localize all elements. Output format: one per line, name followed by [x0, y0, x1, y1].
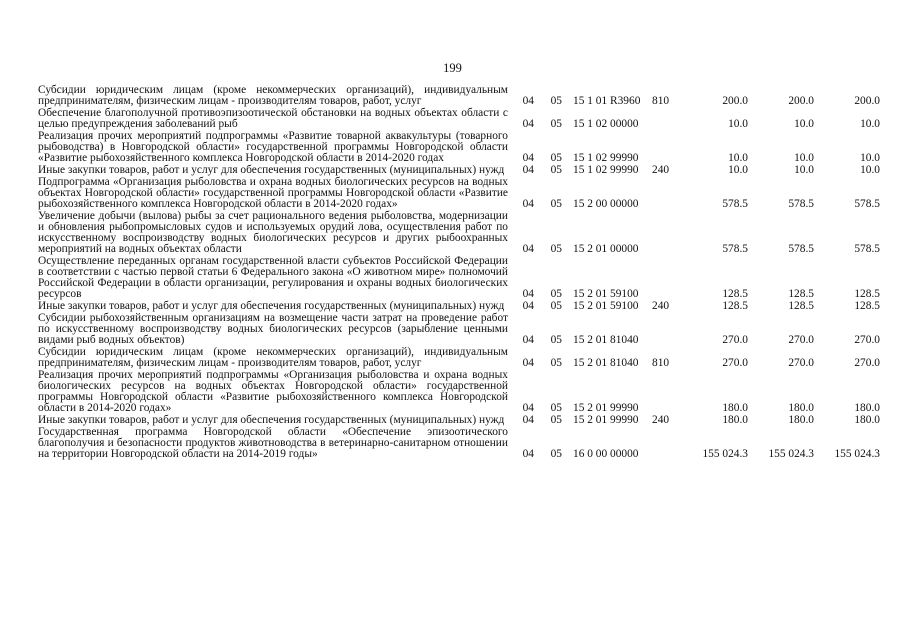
row-description: Осуществление переданных органам государственной власти субъектов Российской Федерации в соответствии с частью первой статьи 6 Федерального закона «О животном мире» полномочий Российской Федерации в области организации, регулирования и охраны водных биологических ресурсов — [38, 255, 508, 300]
row-expense-type-code: 810 — [652, 95, 670, 107]
row-amount-year-1: 128.5 — [722, 288, 748, 300]
row-description: Увеличение добычи (вылова) рыбы за счет рационального ведения рыболовства, модернизации и обновления рыбопромысловых судов и используемых орудий лова, осуществления работ по искусственному воспроизводству водных биологических ресурсов и других рыбоохранных мероприятий на водных объектах области — [38, 210, 508, 255]
row-amount-year-3: 155 024.3 — [834, 448, 880, 460]
table-row — [38, 165, 878, 176]
row-amount-year-2: 200.0 — [788, 95, 814, 107]
row-amount-year-3: 270.0 — [854, 357, 880, 369]
row-expense-type-code: 240 — [652, 300, 670, 312]
row-target-article-code: 15 1 01 R3960 — [573, 95, 641, 107]
row-amount-year-1: 128.5 — [722, 300, 748, 312]
table-row — [38, 85, 878, 107]
row-amount-year-3: 180.0 — [854, 402, 880, 414]
row-section-code: 04 — [522, 198, 534, 210]
row-expense-type-code: 810 — [652, 357, 670, 369]
row-amount-year-3: 578.5 — [854, 243, 880, 255]
row-target-article-code: 15 2 01 00000 — [573, 243, 639, 255]
row-section-code: 04 — [522, 414, 534, 426]
row-amount-year-1: 270.0 — [722, 357, 748, 369]
row-amount-year-1: 200.0 — [722, 95, 748, 107]
row-section-code: 04 — [522, 288, 534, 300]
row-section-code: 04 — [522, 402, 534, 414]
row-target-article-code: 15 2 01 81040 — [573, 334, 639, 346]
row-amount-year-2: 10.0 — [794, 152, 814, 164]
table-row — [38, 370, 878, 414]
row-subsection-code: 05 — [550, 95, 562, 107]
row-amount-year-1: 10.0 — [728, 164, 748, 176]
table-row — [38, 177, 878, 210]
row-amount-year-1: 180.0 — [722, 402, 748, 414]
row-amount-year-1: 578.5 — [722, 198, 748, 210]
table-row — [38, 415, 878, 426]
row-description: Субсидии юридическим лицам (кроме некоммерческих организаций), индивидуальным предпринимателям, физическим лицам - производителям товаров, работ, услуг — [38, 346, 508, 369]
row-section-code: 04 — [522, 448, 534, 460]
row-amount-year-1: 180.0 — [722, 414, 748, 426]
row-section-code: 04 — [522, 300, 534, 312]
row-target-article-code: 15 2 01 81040 — [573, 357, 639, 369]
row-amount-year-2: 180.0 — [788, 402, 814, 414]
table-row — [38, 211, 878, 255]
budget-table — [38, 85, 878, 461]
row-target-article-code: 15 2 01 99990 — [573, 414, 639, 426]
row-expense-type-code: 240 — [652, 164, 670, 176]
row-amount-year-1: 578.5 — [722, 243, 748, 255]
row-section-code: 04 — [522, 152, 534, 164]
table-row — [38, 131, 878, 164]
table-row — [38, 313, 878, 346]
row-subsection-code: 05 — [550, 357, 562, 369]
row-target-article-code: 15 2 01 59100 — [573, 288, 639, 300]
row-subsection-code: 05 — [550, 243, 562, 255]
row-amount-year-2: 155 024.3 — [768, 448, 814, 460]
row-section-code: 04 — [522, 95, 534, 107]
row-expense-type-code: 240 — [652, 414, 670, 426]
row-amount-year-2: 180.0 — [788, 414, 814, 426]
row-target-article-code: 15 1 02 00000 — [573, 118, 639, 130]
row-amount-year-3: 180.0 — [854, 414, 880, 426]
row-target-article-code: 15 1 02 99990 — [573, 164, 639, 176]
row-amount-year-2: 128.5 — [788, 300, 814, 312]
row-amount-year-2: 578.5 — [788, 243, 814, 255]
row-subsection-code: 05 — [550, 334, 562, 346]
row-amount-year-3: 200.0 — [854, 95, 880, 107]
row-subsection-code: 05 — [550, 198, 562, 210]
row-amount-year-3: 578.5 — [854, 198, 880, 210]
row-description: Обеспечение благополучной противоэпизоотической обстановки на водных объектах области с целью предупреждения заболеваний рыб — [38, 107, 508, 130]
row-description: Государственная программа Новгородской области «Обеспечение эпизоотического благополучия и безопасности продуктов животноводства в ветеринарно-санитарном отношении на территории Новгородской области на 2014-2019 годы» — [38, 426, 508, 460]
table-row — [38, 256, 878, 300]
row-description: Реализация прочих мероприятий подпрограммы «Развитие товарной аквакультуры (товарного рыбоводства) в Новгородской области» государственной программы Новгородской области «Развитие рыбохозяйственного комплекса Новгородской области в 2014-2020 годах — [38, 130, 508, 164]
row-amount-year-2: 10.0 — [794, 118, 814, 130]
row-amount-year-3: 128.5 — [854, 288, 880, 300]
row-description: Субсидии юридическим лицам (кроме некоммерческих организаций), индивидуальным предпринимателям, физическим лицам - производителям товаров, работ, услуг — [38, 84, 508, 107]
row-description: Иные закупки товаров, работ и услуг для обеспечения государственных (муниципальных) нужд — [38, 414, 505, 426]
row-section-code: 04 — [522, 243, 534, 255]
row-target-article-code: 15 2 01 99990 — [573, 402, 639, 414]
row-subsection-code: 05 — [550, 118, 562, 130]
row-amount-year-1: 10.0 — [728, 118, 748, 130]
row-target-article-code: 15 1 02 99990 — [573, 152, 639, 164]
row-amount-year-2: 270.0 — [788, 357, 814, 369]
row-amount-year-3: 128.5 — [854, 300, 880, 312]
row-amount-year-3: 10.0 — [860, 164, 880, 176]
row-section-code: 04 — [522, 357, 534, 369]
row-target-article-code: 15 2 01 59100 — [573, 300, 639, 312]
row-amount-year-2: 270.0 — [788, 334, 814, 346]
row-amount-year-1: 270.0 — [722, 334, 748, 346]
row-description: Реализация прочих мероприятий подпрограммы «Организация рыболовства и охрана водных биологических ресурсов на водных объектах Новгородской области» государственной программы Новгородской области «Развитие рыбохозяйственного комплекса Новгородской области в 2014-2020 годах» — [38, 369, 508, 414]
row-amount-year-2: 578.5 — [788, 198, 814, 210]
row-description: Подпрограмма «Организация рыболовства и охрана водных биологических ресурсов на водных объектах Новгородской области» государственной программы Новгородской области «Развитие рыбохозяйственного комплекса Новгородской области в 2014-2020 годах» — [38, 176, 508, 210]
row-amount-year-3: 10.0 — [860, 118, 880, 130]
row-amount-year-3: 270.0 — [854, 334, 880, 346]
row-subsection-code: 05 — [550, 300, 562, 312]
row-amount-year-3: 10.0 — [860, 152, 880, 164]
row-subsection-code: 05 — [550, 448, 562, 460]
row-description: Иные закупки товаров, работ и услуг для обеспечения государственных (муниципальных) нужд — [38, 164, 505, 176]
row-subsection-code: 05 — [550, 152, 562, 164]
row-amount-year-1: 155 024.3 — [702, 448, 748, 460]
table-row — [38, 108, 878, 130]
row-section-code: 04 — [522, 334, 534, 346]
row-section-code: 04 — [522, 118, 534, 130]
row-description: Иные закупки товаров, работ и услуг для обеспечения государственных (муниципальных) нужд — [38, 300, 505, 312]
row-target-article-code: 16 0 00 00000 — [573, 448, 639, 460]
row-subsection-code: 05 — [550, 402, 562, 414]
row-amount-year-1: 10.0 — [728, 152, 748, 164]
row-amount-year-2: 10.0 — [794, 164, 814, 176]
row-description: Субсидии рыбохозяйственным организациям на возмещение части затрат на проведение работ по искусственному воспроизводству водных биологических ресурсов (зарыбление ценными видами рыб водных объектов) — [38, 312, 508, 346]
row-amount-year-2: 128.5 — [788, 288, 814, 300]
table-row — [38, 301, 878, 312]
page-number: 199 — [443, 61, 462, 75]
row-subsection-code: 05 — [550, 288, 562, 300]
row-subsection-code: 05 — [550, 414, 562, 426]
table-row — [38, 427, 878, 460]
row-section-code: 04 — [522, 164, 534, 176]
row-target-article-code: 15 2 00 00000 — [573, 198, 639, 210]
table-row — [38, 347, 878, 369]
row-subsection-code: 05 — [550, 164, 562, 176]
